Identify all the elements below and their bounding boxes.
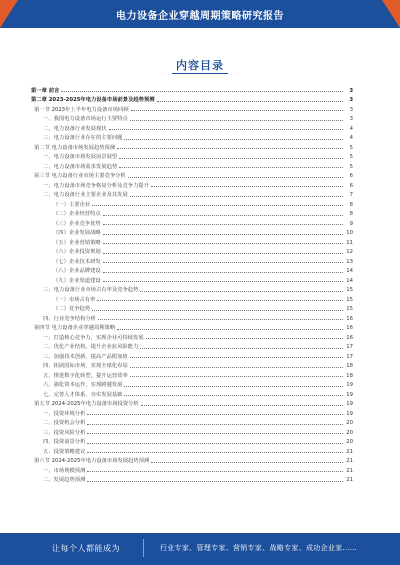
toc-dot-leader bbox=[97, 300, 343, 301]
toc-entry-label: 一、电力设备市场竞争格局分析及竞争力提升 bbox=[43, 182, 149, 189]
toc-entry-page: 8 bbox=[349, 211, 353, 217]
toc-entry-label: （四）企业发展战略 bbox=[53, 230, 101, 236]
toc-dot-leader bbox=[117, 329, 343, 330]
toc-entry-label: 第二节 电力设备市场发展趋势预测 bbox=[34, 144, 116, 151]
toc-dot-leader bbox=[124, 395, 343, 396]
toc-entry-page: 3 bbox=[349, 106, 353, 113]
toc-entry-page: 4 bbox=[349, 135, 353, 141]
toc-entry-page: 3 bbox=[349, 97, 353, 103]
toc-dot-leader bbox=[98, 319, 343, 320]
toc-dot-leader bbox=[140, 348, 343, 349]
toc-entry-page: 20 bbox=[346, 429, 353, 436]
toc-entry[interactable] bbox=[31, 455, 353, 465]
toc-entry-label: 二、优化产业结构，提升企业抗风险能力 bbox=[43, 344, 139, 350]
toc-heading-underline bbox=[172, 73, 228, 74]
toc-entry-page: 14 bbox=[346, 268, 353, 274]
toc-entry[interactable] bbox=[31, 341, 353, 351]
toc-dot-leader bbox=[103, 272, 343, 273]
toc-entry-label: （八）企业品牌建设 bbox=[53, 268, 101, 274]
toc-entry[interactable] bbox=[31, 293, 353, 303]
toc-dot-leader bbox=[87, 481, 343, 482]
toc-entry-page: 16 bbox=[346, 315, 353, 322]
toc-entry-page: 21 bbox=[346, 458, 353, 464]
toc-dot-leader bbox=[92, 310, 343, 311]
toc-entry-page: 17 bbox=[346, 353, 353, 360]
toc-dot-leader bbox=[103, 262, 343, 263]
toc-dot-leader bbox=[119, 158, 343, 159]
toc-dot-leader bbox=[131, 110, 343, 111]
toc-entry-label: 第三节 电力设备行业市场主要竞争分析 bbox=[34, 173, 126, 179]
toc-dot-leader bbox=[157, 101, 343, 102]
toc-entry[interactable] bbox=[31, 198, 353, 208]
toc-dot-leader bbox=[117, 148, 343, 149]
toc-entry[interactable] bbox=[31, 436, 353, 446]
toc-entry-page: 18 bbox=[346, 363, 353, 369]
report-title: 电力设备企业穿越周期策略研究报告 bbox=[116, 11, 284, 22]
toc-entry-label: 二、电力设备市场需求发展趋势 bbox=[43, 163, 118, 170]
toc-dot-leader bbox=[109, 129, 343, 130]
toc-entry[interactable] bbox=[31, 94, 353, 104]
toc-entry-label: 第一章 前言 bbox=[31, 87, 60, 94]
toc-entry-label: 一、市场规模预测 bbox=[43, 467, 86, 474]
toc-entry[interactable] bbox=[31, 388, 353, 398]
toc-entry[interactable] bbox=[31, 369, 353, 379]
toc-entry[interactable] bbox=[31, 284, 353, 294]
toc-entry-page: 10 bbox=[346, 230, 353, 236]
footer-slogan: 让每个人都能成为 bbox=[52, 544, 120, 553]
toc-entry-page: 20 bbox=[346, 439, 353, 445]
table-of-contents bbox=[31, 84, 353, 483]
toc-entry-label: 一、打造核心竞争力，实现企业可持续发展 bbox=[43, 334, 144, 341]
toc-entry-page: 21 bbox=[346, 467, 353, 474]
toc-entry-page: 13 bbox=[346, 258, 353, 265]
toc-entry[interactable] bbox=[31, 84, 353, 94]
toc-entry-label: （三）企业竞争优势 bbox=[53, 220, 101, 227]
toc-entry[interactable] bbox=[31, 217, 353, 227]
toc-entry-label: 一、投资环境分析 bbox=[43, 410, 86, 417]
toc-dot-leader bbox=[92, 205, 343, 206]
toc-entry-page: 21 bbox=[346, 477, 353, 483]
toc-entry-label: 一、我国电力设备市场运行主要特点 bbox=[43, 116, 128, 122]
toc-entry-page: 19 bbox=[346, 391, 353, 398]
toc-entry[interactable] bbox=[31, 407, 353, 417]
toc-entry[interactable] bbox=[31, 464, 353, 474]
toc-dot-leader bbox=[87, 452, 343, 453]
toc-dot-leader bbox=[140, 291, 343, 292]
toc-entry-page: 18 bbox=[346, 372, 353, 379]
toc-entry-page: 19 bbox=[346, 382, 353, 388]
toc-entry-page: 5 bbox=[349, 163, 353, 170]
toc-entry-label: 第一节 2023年上半年电力设备市场回顾 bbox=[34, 106, 129, 113]
page-footer bbox=[0, 533, 400, 565]
toc-entry-label: 七、完善人才体系，夯实发展基础 bbox=[43, 391, 123, 398]
toc-entry-label: 三、加强技术创新，提高产品附加值 bbox=[43, 353, 128, 360]
toc-dot-leader bbox=[87, 443, 343, 444]
toc-heading: 内容目录 bbox=[176, 59, 224, 72]
toc-dot-leader bbox=[103, 253, 343, 254]
toc-entry[interactable] bbox=[31, 141, 353, 151]
toc-entry-page: 11 bbox=[346, 239, 353, 246]
toc-dot-leader bbox=[103, 224, 343, 225]
toc-dot-leader bbox=[103, 243, 343, 244]
toc-dot-leader bbox=[119, 167, 343, 168]
toc-entry-page: 19 bbox=[346, 410, 353, 417]
toc-entry[interactable] bbox=[31, 122, 353, 132]
toc-entry-page: 6 bbox=[349, 173, 353, 179]
toc-entry-page: 8 bbox=[349, 201, 353, 208]
toc-entry-label: 三、投资风险分析 bbox=[43, 429, 86, 436]
toc-entry-label: 五、投资策略建议 bbox=[43, 448, 86, 455]
toc-entry-label: （六）企业投资规划 bbox=[53, 249, 101, 255]
toc-entry[interactable] bbox=[31, 426, 353, 436]
toc-entry-page: 9 bbox=[349, 220, 353, 227]
toc-entry-page: 3 bbox=[349, 87, 353, 94]
footer-divider bbox=[143, 539, 144, 557]
toc-entry[interactable] bbox=[31, 151, 353, 161]
toc-dot-leader bbox=[151, 186, 343, 187]
toc-entry-label: （九）企业渠道建设 bbox=[53, 277, 101, 284]
toc-entry-label: （一）市场占有率 bbox=[53, 296, 96, 303]
toc-entry[interactable] bbox=[31, 474, 353, 484]
toc-entry-label: 四、投资前景分析 bbox=[43, 439, 86, 445]
toc-entry-page: 19 bbox=[346, 401, 353, 407]
toc-entry[interactable] bbox=[31, 265, 353, 275]
toc-entry-page: 12 bbox=[346, 249, 353, 255]
toc-entry-label: 二、发展趋势预测 bbox=[43, 477, 86, 483]
toc-entry-label: （二）竞争趋势 bbox=[53, 306, 91, 312]
toc-entry[interactable] bbox=[31, 132, 353, 142]
toc-dot-leader bbox=[103, 281, 343, 282]
toc-entry-label: 三、电力设备行业市场占有率及竞争趋势 bbox=[43, 287, 139, 293]
toc-entry[interactable] bbox=[31, 379, 353, 389]
toc-entry-page: 14 bbox=[346, 277, 353, 284]
toc-entry-label: 第六节 2024-2025年电力设备市场发展趋势预测 bbox=[34, 458, 150, 464]
toc-dot-leader bbox=[130, 376, 343, 377]
toc-entry-page: 6 bbox=[349, 182, 353, 189]
toc-entry-page: 17 bbox=[346, 344, 353, 350]
toc-entry[interactable] bbox=[31, 160, 353, 170]
toc-entry[interactable] bbox=[31, 303, 353, 313]
toc-entry-label: 五、推进数字化转型，提升运营效率 bbox=[43, 372, 128, 379]
toc-entry-label: 二、电力设备行业主要企业及其发展 bbox=[43, 192, 128, 198]
toc-dot-leader bbox=[146, 338, 343, 339]
toc-entry-label: 第二章 2023-2025年电力设备市场前景及趋势预测 bbox=[31, 97, 155, 103]
toc-entry[interactable] bbox=[31, 208, 353, 218]
toc-entry[interactable] bbox=[31, 236, 353, 246]
toc-entry[interactable] bbox=[31, 274, 353, 284]
toc-dot-leader bbox=[103, 215, 343, 216]
toc-entry[interactable] bbox=[31, 189, 353, 199]
toc-dot-leader bbox=[141, 405, 343, 406]
toc-entry-page: 5 bbox=[349, 144, 353, 151]
toc-entry[interactable] bbox=[31, 246, 353, 256]
toc-entry-page: 7 bbox=[349, 192, 353, 198]
toc-dot-leader bbox=[103, 234, 343, 235]
toc-dot-leader bbox=[124, 139, 343, 140]
toc-entry-page: 15 bbox=[346, 287, 353, 293]
toc-entry[interactable] bbox=[31, 179, 353, 189]
toc-entry-label: 四、拓展国际市场，实现全球化布局 bbox=[43, 363, 128, 369]
toc-dot-leader bbox=[61, 91, 343, 92]
toc-entry[interactable] bbox=[31, 170, 353, 180]
toc-entry-label: 二、投资机会分析 bbox=[43, 420, 86, 426]
toc-entry-page: 16 bbox=[346, 334, 353, 341]
toc-entry-page: 3 bbox=[349, 116, 353, 122]
toc-entry[interactable] bbox=[31, 398, 353, 408]
toc-dot-leader bbox=[87, 424, 343, 425]
toc-entry-label: （二）企业经营特点 bbox=[53, 211, 101, 217]
toc-entry[interactable] bbox=[31, 312, 353, 322]
toc-entry[interactable] bbox=[31, 331, 353, 341]
toc-entry-label: 第五节 2024-2025年电力设备市场投资分析 bbox=[34, 401, 139, 407]
toc-dot-leader bbox=[87, 433, 343, 434]
toc-entry-label: 三、电力设备行业存在的主要问题 bbox=[43, 135, 123, 141]
toc-dot-leader bbox=[130, 367, 343, 368]
toc-dot-leader bbox=[87, 471, 343, 472]
toc-entry[interactable] bbox=[31, 445, 353, 455]
toc-entry[interactable] bbox=[31, 360, 353, 370]
toc-dot-leader bbox=[130, 196, 343, 197]
toc-dot-leader bbox=[151, 462, 343, 463]
footer-tagline: 行业专家、管理专家、营销专家、战略专家、成功企业家…… bbox=[160, 544, 358, 552]
toc-entry[interactable] bbox=[31, 227, 353, 237]
toc-entry-page: 20 bbox=[346, 420, 353, 426]
toc-dot-leader bbox=[87, 414, 343, 415]
toc-entry-label: （五）企业营销策略 bbox=[53, 239, 101, 246]
toc-entry-label: 二、电力设备行业发展现状 bbox=[43, 125, 107, 132]
toc-dot-leader bbox=[128, 177, 343, 178]
toc-dot-leader bbox=[130, 357, 343, 358]
toc-entry-label: 六、强化资本运作，实现跨越发展 bbox=[43, 382, 123, 388]
report-header bbox=[0, 0, 400, 28]
toc-entry-page: 15 bbox=[346, 296, 353, 303]
toc-entry-page: 21 bbox=[346, 448, 353, 455]
toc-entry-page: 4 bbox=[349, 125, 353, 132]
toc-entry-page: 5 bbox=[349, 154, 353, 160]
toc-entry-label: （一）主要企业 bbox=[53, 201, 91, 208]
toc-entry[interactable] bbox=[31, 103, 353, 113]
toc-entry[interactable] bbox=[31, 350, 353, 360]
toc-entry-page: 16 bbox=[346, 325, 353, 331]
toc-entry-label: 四、行业竞争结构分析 bbox=[43, 315, 96, 322]
toc-entry-label: （七）企业技术研发 bbox=[53, 258, 101, 265]
toc-dot-leader bbox=[124, 386, 343, 387]
toc-dot-leader bbox=[130, 120, 343, 121]
toc-entry[interactable] bbox=[31, 322, 353, 332]
toc-entry[interactable] bbox=[31, 255, 353, 265]
toc-entry-label: 第四节 电力设备企业穿越周期策略 bbox=[34, 325, 116, 331]
toc-entry[interactable] bbox=[31, 113, 353, 123]
toc-entry-label: 一、电力设备市场发展前景展望 bbox=[43, 154, 118, 160]
toc-entry[interactable] bbox=[31, 417, 353, 427]
toc-entry-page: 15 bbox=[346, 306, 353, 312]
